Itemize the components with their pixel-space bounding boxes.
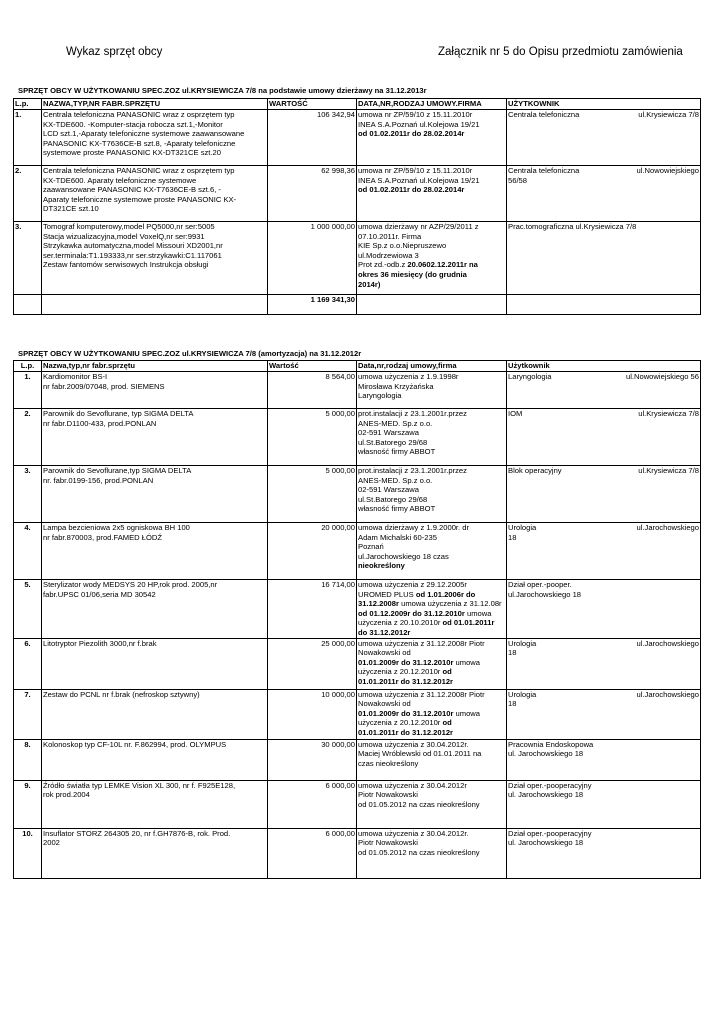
cell-line: ANES-MED. Sp.z o.o. [358,418,433,428]
cell-line: systemowe proste PANASONIC KX-DT321CE szt.20 [43,148,221,158]
contract-bold: od 01.02.2011r do 28.02.2014r [358,185,465,195]
cell-name [42,222,268,295]
cell-user [507,689,701,739]
cell-line: Źródło światła typ LEMKE Vision XL 300, nr f. F925E128, [43,780,236,790]
contract-bold: 01.01.2009r do 31.12.2010r [358,657,454,667]
user-address-cont: ul. Jarochowskiego 18 [508,790,584,800]
cell-line: nieokreślony [358,561,405,571]
cell-contract [357,523,507,580]
cell-line: ul.St.Batorego 29/68 [358,437,428,447]
user-line [508,829,699,839]
cell-line: umowa użyczenia z 29.12.2005r [358,580,467,589]
user-name: Centrala telefoniczna [508,110,580,119]
cell-line: 01.01.2009r do 31.12.2010r umowa [358,657,481,667]
cell-line: Nowakowski od [358,699,411,709]
cell-user [507,409,701,466]
col-contract-header: DATA,NR,RODZAJ UMOWY.FIRMA [357,99,507,110]
cell-line: Parownik do Sevoflurane,typ SIGMA DELTA [43,466,192,475]
table-row [14,409,701,466]
cell-line: nr fabr.870003, prod.FAMED ŁÓDŹ [43,532,163,542]
cell-line: Kardiomonitor BS-I [43,372,108,381]
cell-name [42,523,268,580]
section1-title: SPRZĘT OBCY W UŻYTKOWANIU SPEC.ZOZ ul.KRYSIEWICZA 7/8 na podstawie umowy dzierżawy na 31.12.2013r [18,86,427,95]
cell-line: KX-TDE600. Aparaty telefoniczne systemowe [43,175,197,185]
cell-line: 02-591 Warszawa [358,428,419,438]
cell-line: Piotr Nowakowski [358,790,418,800]
cell-line: Mirosława Krzyżańska [358,381,434,391]
user-line [508,580,699,590]
cell-value: 5 000,00 [268,409,357,466]
cell-line: Zestaw do PCNL nr f.brak (nefroskop sztywny) [43,689,200,699]
cell-line: własność firmy ABBOT [358,447,436,457]
cell-user [507,638,701,689]
cell-line: 2014r) [358,279,381,289]
cell-line: Litotryptor Piezolith 3000,nr f.brak [43,638,157,648]
cell-line: od 01.05.2012 na czas nieokreślony [358,799,480,809]
user-name: Dział oper.-pooper. [508,580,572,589]
table-row [14,222,701,295]
cell-contract [357,409,507,466]
cell-user [507,222,701,295]
cell-user [507,372,701,409]
cell-line: prot.instalacji z 23.1.2001r.przez [358,409,467,418]
table-header-row [14,99,701,110]
table-row [14,580,701,639]
cell-line: prot.instalacji z 23.1.2001r.przez [358,466,467,475]
user-line [508,372,699,382]
user-address-cont: 56/58 [508,175,528,185]
cell-line: PANASONIC KX-T7636CE-B szt.8, -Aparaty telefoniczne [43,138,236,148]
cell-line: Prot zd.-odb.z 20.0602.12.2011r na [358,260,478,270]
cell-line: Zestaw fantomów serwisowych Instrukcja obsługi [43,260,209,270]
col-name-header: Nazwa,typ,nr fabr.sprzętu [42,361,268,372]
cell-name [42,739,268,780]
cell-user [507,166,701,222]
col-user-header: Użytkownik [507,361,701,372]
cell-line: ul.Jarochowskiego 18 czas [358,551,449,561]
cell-line: nr fabr.2009/07048, prod. SIEMENS [43,381,165,391]
cell-contract [357,222,507,295]
user-name: IOM [508,409,523,418]
cell-lp: 9. [14,780,42,828]
cell-line: ser.terminala:T1.193333,nr ser.strzykawki:C1.117061 [43,250,222,260]
user-name: Urologia [508,523,537,532]
contract-bold: od 01.12.2009r do [358,608,422,618]
user-line [508,740,699,750]
cell-contract [357,828,507,878]
cell-line: umowa użyczenia z 31.12.2008r Piotr [358,689,485,699]
user-address-cont: 18 [508,699,517,709]
cell-line: UROMED PLUS od 1.01.2006r do 31.12.2008r umowa użyczenia z 31.12.08r od 01.12.2009r do 31.12.2010r umowa użyczenia z 20.10.2010r od 01.01.2011r do 31.12.2012r [358,589,502,637]
cell-name [42,166,268,222]
user-address: ul.Nowowiejskiego [636,166,699,175]
cell-lp: 1. [14,110,42,166]
cell-line: Stacja wizualizacyjna,model VoxelQ,nr ser:9931 [43,231,205,241]
cell-line: czas nieokreślony [358,758,419,768]
table-row [14,372,701,409]
user-address: ul.Krysiewicza 7/8 [638,110,699,119]
user-address: ul.Krysiewicza 7/8 [638,409,699,418]
col-value-header: WARTOŚĆ [268,99,357,110]
cell-name [42,638,268,689]
cell-user [507,780,701,828]
total-row [14,295,701,315]
cell-lp: 7. [14,689,42,739]
user-line [508,409,699,419]
cell-line: KX-TDE600. -Komputer-stacja robocza szt.1,-Monitor [43,119,223,129]
user-address: ul.Jarochowskiego [636,638,699,648]
cell-empty [357,295,507,315]
contract-bold: 31.12.2012r [369,627,411,637]
table-row [14,110,701,166]
cell-line: Lampa bezcieniowa 2x5 ogniskowa BH 100 [43,523,190,532]
cell-line: ul.Modrzewiowa 3 [358,250,419,260]
cell-value: 106 342,94 [268,110,357,166]
user-name: Urologia [508,689,537,699]
cell-line: 02-591 Warszawa [358,485,419,495]
user-line [508,222,699,232]
cell-value: 25 000,00 [268,638,357,689]
cell-line: użyczenia z 20.12.2010r od [358,718,452,728]
cell-user [507,110,701,166]
cell-contract [357,166,507,222]
col-lp-header: L.p. [14,361,42,372]
cell-value: 1 000 000,00 [268,222,357,295]
cell-line: od 01.05.2012 na czas nieokreślony [358,847,480,857]
cell-line: ANES-MED. Sp.z o.o. [358,475,433,485]
user-line [508,466,699,476]
user-line [508,523,699,533]
cell-line: okres 36 miesięcy (do grudnia [358,269,467,279]
user-address: ul.Jarochowskiego [636,689,699,699]
table-row [14,523,701,580]
cell-line: umowa użyczenia z 30.04.2012r [358,780,467,790]
cell-line: Nowakowski od [358,648,411,658]
cell-lp: 6. [14,638,42,689]
cell-contract [357,110,507,166]
cell-value: 30 000,00 [268,739,357,780]
user-line [508,166,699,176]
table-row [14,689,701,739]
cell-line: umowa użyczenia z 31.12.2008r Piotr [358,638,485,648]
cell-lp: 2. [14,409,42,466]
cell-contract [357,739,507,780]
cell-contract [357,372,507,409]
cell-name [42,372,268,409]
cell-lp: 1. [14,372,42,409]
cell-line: LCD szt.1,-Aparaty telefoniczne systemowe zaawansowane [43,129,245,139]
cell-line: Centrala telefoniczna PANASONIC wraz z osprzętem typ [43,110,235,119]
cell-name [42,828,268,878]
cell-user [507,580,701,639]
header-left-title: Wykaz sprzęt obcy [66,46,163,58]
cell-contract [357,689,507,739]
user-name: Blok operacyjny [508,466,562,475]
col-value-header: Wartość [268,361,357,372]
cell-line: rok prod.2004 [43,790,90,800]
cell-empty [14,295,42,315]
cell-line: KIE Sp.z o.o.Niepruszewo [358,241,447,251]
section1-table [13,98,701,315]
user-address-cont: ul.Jarochowskiego 18 [508,589,582,599]
cell-name [42,409,268,466]
cell-line: 07.10.2011r. Firma [358,231,422,241]
total-value: 1 169 341,30 [268,295,357,315]
cell-value: 20 000,00 [268,523,357,580]
table-row [14,166,701,222]
cell-user [507,466,701,523]
cell-line: 01.01.2009r do 31.12.2010r umowa [358,708,481,718]
col-name-header: NAZWA,TYP,NR FABR.SPRZĘTU [42,99,268,110]
contract-bold: 01.01.2011r do 31.12.2012r [358,727,453,737]
cell-name [42,110,268,166]
table-row [14,780,701,828]
contract-bold: od [442,667,452,677]
header-right-title: Załącznik nr 5 do Opisu przedmiotu zamówienia [438,46,683,58]
col-user-header: UŻYTKOWNIK [507,99,701,110]
contract-bold: 01.01.2011r do 31.12.2012r [358,676,453,686]
cell-contract [357,638,507,689]
cell-line: własność firmy ABBOT [358,504,436,514]
cell-line: umowa użyczenia z 30.04.2012r. [358,739,469,749]
user-address: ul.Nowowiejskiego 56 [625,372,699,381]
cell-line: użyczenia z 20.12.2010r od [358,667,452,677]
user-line [508,781,699,791]
cell-empty [507,295,701,315]
contract-bold: 20.0602.12.2011r na [407,260,478,270]
cell-line: Maciej Wróblewski od 01.01.2011 na [358,749,482,759]
cell-line: nr. fabr.0199-156, prod.PONLAN [43,475,154,485]
cell-lp: 3. [14,222,42,295]
cell-value: 10 000,00 [268,689,357,739]
user-address-cont: ul. Jarochowskiego 18 [508,749,584,759]
cell-line: ul.St.Batorego 29/68 [358,494,428,504]
cell-user [507,523,701,580]
cell-contract [357,466,507,523]
cell-value: 6 000,00 [268,780,357,828]
user-line [508,690,699,700]
cell-lp: 3. [14,466,42,523]
user-name: Dział oper.-pooperacyjny [508,780,592,790]
cell-value: 62 998,36 [268,166,357,222]
cell-contract [357,780,507,828]
cell-line: umowa nr ZP/59/10 z 15.11.2010r [358,166,473,175]
cell-line: Kolonoskop typ CF-10L nr. F.862994, prod. OLYMPUS [43,739,227,749]
cell-line: nr fabr.D1100-433, prod.PONLAN [43,418,157,428]
cell-lp: 4. [14,523,42,580]
cell-lp: 8. [14,739,42,780]
cell-line: zaawansowane PANASONIC KX-T7636CE-B szt.6, - [43,185,221,195]
section2-title: SPRZĘT OBCY W UŻYTKOWANIU SPEC.ZOZ ul.KRYSIEWICZA 7/8 (amortyzacja) na 31.12.2012r [18,349,362,358]
user-name: Centrala telefoniczna [508,166,580,175]
user-address: ul.Jarochowskiego [636,523,699,532]
contract-bold: od [442,718,452,728]
cell-line: Insuflator STORZ 264305 20, nr f.GH7876-B, rok. Prod. [43,828,231,838]
cell-line: INEA S.A.Poznań ul.Kolejowa 19/21 [358,175,480,185]
cell-line: umowa użyczenia z 30.04.2012r. [358,828,469,838]
cell-contract [357,580,507,639]
table-row [14,638,701,689]
cell-line: Poznań [358,542,384,552]
cell-lp: 10. [14,828,42,878]
col-lp-header: L.p. [14,99,42,110]
cell-line: Sterylizator wody MEDSYS 20 HP,rok prod. 2005,nr [43,580,218,589]
contract-bold: od 1.01.2006r do [415,589,476,599]
cell-name [42,580,268,639]
cell-line: fabr.UPSC 01/06,seria MD 30542 [43,589,156,599]
user-address: ul.Krysiewicza 7/8 [638,466,699,475]
user-address-cont: 18 [508,648,517,658]
cell-line: Strzykawka automatyczna,model Missouri XD2001,nr [43,241,223,251]
contract-bold: 31.12.2008r [358,599,399,609]
section2-table [13,360,701,879]
table-header-row [14,361,701,372]
cell-name [42,466,268,523]
user-name: Urologia [508,638,537,648]
user-line [508,110,699,120]
user-name: Prac.tomograficzna ul.Krysiewicza 7/8 [508,222,637,231]
cell-line: Piotr Nowakowski [358,838,418,848]
cell-line: umowa nr ZP/59/10 z 15.11.2010r [358,110,473,119]
user-name: Pracownia Endoskopowa [508,739,594,749]
cell-line: umowa dzierżawy z 1.9.2000r. dr [358,523,470,532]
cell-line: umowa użyczenia z 1.9.1998r [358,372,459,381]
col-contract-header: Data,nr,rodzaj umowy,firma [357,361,507,372]
user-name: Dział oper.-pooperacyjny [508,828,592,838]
cell-line: Tomograf komputerowy,model PQ5000,nr ser:5005 [43,222,215,231]
cell-lp: 2. [14,166,42,222]
contract-bold: od 01.01.2011r do [358,618,495,637]
cell-line: DT321CE szt.10 [43,204,99,214]
cell-value: 8 564,00 [268,372,357,409]
cell-line: 2002 [43,838,60,848]
cell-line: Adam Michalski 60-235 [358,532,437,542]
table-row [14,739,701,780]
cell-value: 16 714,00 [268,580,357,639]
cell-lp: 5. [14,580,42,639]
cell-name [42,689,268,739]
cell-line: Aparaty telefoniczne systemowe proste PANASONIC KX- [43,194,237,204]
user-address-cont: 18 [508,532,517,542]
cell-line: Laryngologia [358,391,402,401]
table-row [14,828,701,878]
cell-user [507,739,701,780]
user-address-cont: ul. Jarochowskiego 18 [508,838,584,848]
cell-user [507,828,701,878]
cell-line: Parownik do Sevoflurane, typ SIGMA DELTA [43,409,194,418]
user-name: Laryngologia [508,372,552,381]
contract-bold: 31.12.2010r [423,608,465,618]
cell-value: 6 000,00 [268,828,357,878]
user-line [508,639,699,649]
table-row [14,466,701,523]
cell-line: umowa dzierżawy nr AZP/29/2011 z [358,222,479,231]
contract-bold: od 01.02.2011r do 28.02.2014r [358,129,465,139]
cell-empty [42,295,268,315]
cell-line: INEA S.A.Poznań ul.Kolejowa 19/21 [358,119,480,129]
cell-name [42,780,268,828]
cell-value: 5 000,00 [268,466,357,523]
contract-bold: 01.01.2009r do 31.12.2010r [358,708,454,718]
cell-line: Centrala telefoniczna PANASONIC wraz z osprzętem typ [43,166,235,175]
